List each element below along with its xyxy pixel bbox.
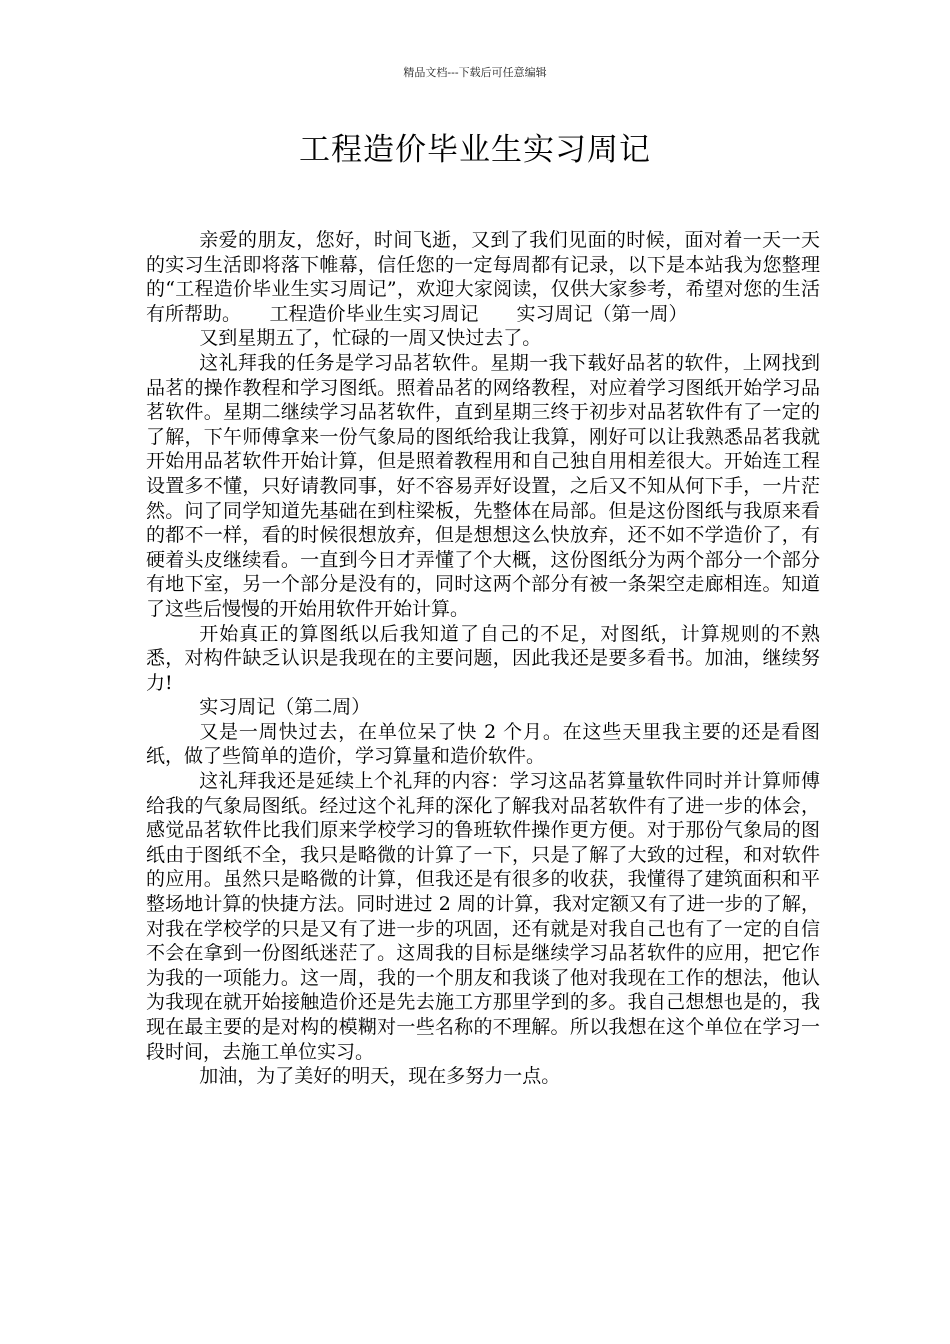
header-note: 精品文档---下载后可任意编辑 (403, 66, 547, 79)
section-heading-week-two: 实习周记（第二周） (199, 696, 371, 719)
paragraph: 这礼拜我还是延续上个礼拜的内容：学习这品茗算量软件同时并计算师傅给我的气象局图纸。经过这个礼拜的深化了解我对品茗软件有了进一步的体会，感觉品茗软件比我们原来学校学习的鲁班软件操作更方便。对于那份气象局的图纸由于图纸不全，我只是略微的计算了一下，只是了解了大致的过程，和对软件的应用。虽然只是略微的计算，但我还是有很多的收获，我懂得了建筑面积和平整场地计算的快捷方法。同时进过 2 周的计算，我对定额又有了进一步的了解，对我在学校学的只是又有了进一步的巩固，还有就是对我自己也有了一定的自信不会在拿到一份图纸迷茫了。这周我的目标是继续学习品茗软件的应用，把它作为我的一项能力。这一周，我的一个朋友和我谈了他对我现在工作的想法，他认为我现在就开始接触造价还是先去施工方那里学到的多。我自己想想也是的，我现在最主要的是对构的模糊对一些名称的不理解。所以我想在这个单位在学习一段时间，去施工单位实习。 (146, 770, 820, 1063)
paragraph: 又是一周快过去，在单位呆了快 2 个月。在这些天里我主要的还是看图纸，做了些简单的造价，学习算量和造价软件。 (146, 720, 820, 768)
paragraph: 又到星期五了，忙碌的一周又快过去了。 (199, 327, 542, 350)
document-body (146, 228, 820, 1089)
paragraph-intro: 亲爱的朋友，您好，时间飞逝，又到了我们见面的时候，面对着一天一天的实习生活即将落下帷幕，信任您的一定每周都有记录，以下是本站我为您整理的“工程造价毕业生实习周记”，欢迎大家阅读，仅供大家参考，希望对您的生活有所帮助。 工程造价毕业生实习周记 实习周记（第一周） (146, 229, 820, 325)
document-title: 工程造价毕业生实习周记 (299, 132, 651, 168)
paragraph: 加油，为了美好的明天，现在多努力一点。 (199, 1065, 561, 1088)
paragraph: 开始真正的算图纸以后我知道了自己的不足，对图纸，计算规则的不熟悉，对构件缺乏认识是我现在的主要问题，因此我还是要多看书。加油，继续努力! (146, 622, 820, 694)
paragraph: 这礼拜我的任务是学习品茗软件。星期一我下载好品茗的软件，上网找到品茗的操作教程和学习图纸。照着品茗的网络教程，对应着学习图纸开始学习品茗软件。星期二继续学习品茗软件，直到星期三终于初步对品茗软件有了一定的了解，下午师傅拿来一份气象局的图纸给我让我算，刚好可以让我熟悉品茗我就开始用品茗软件开始计算，但是照着教程用和自己独自用相差很大。开始连工程设置多不懂，只好请教同事，好不容易弄好设置，之后又不知从何下手，一片茫然。问了同学知道先基础在到柱梁板，先整体在局部。但是这份图纸与我原来看的都不一样，看的时候很想放弃，但是想想这么快放弃，还不如不学造价了，有硬着头皮继续看。一直到今日才弄懂了个大概，这份图纸分为两个部分一个部分有地下室，另一个部分是没有的，同时这两个部分有被一条架空走廊相连。知道了这些后慢慢的开始用软件开始计算。 (146, 351, 820, 620)
